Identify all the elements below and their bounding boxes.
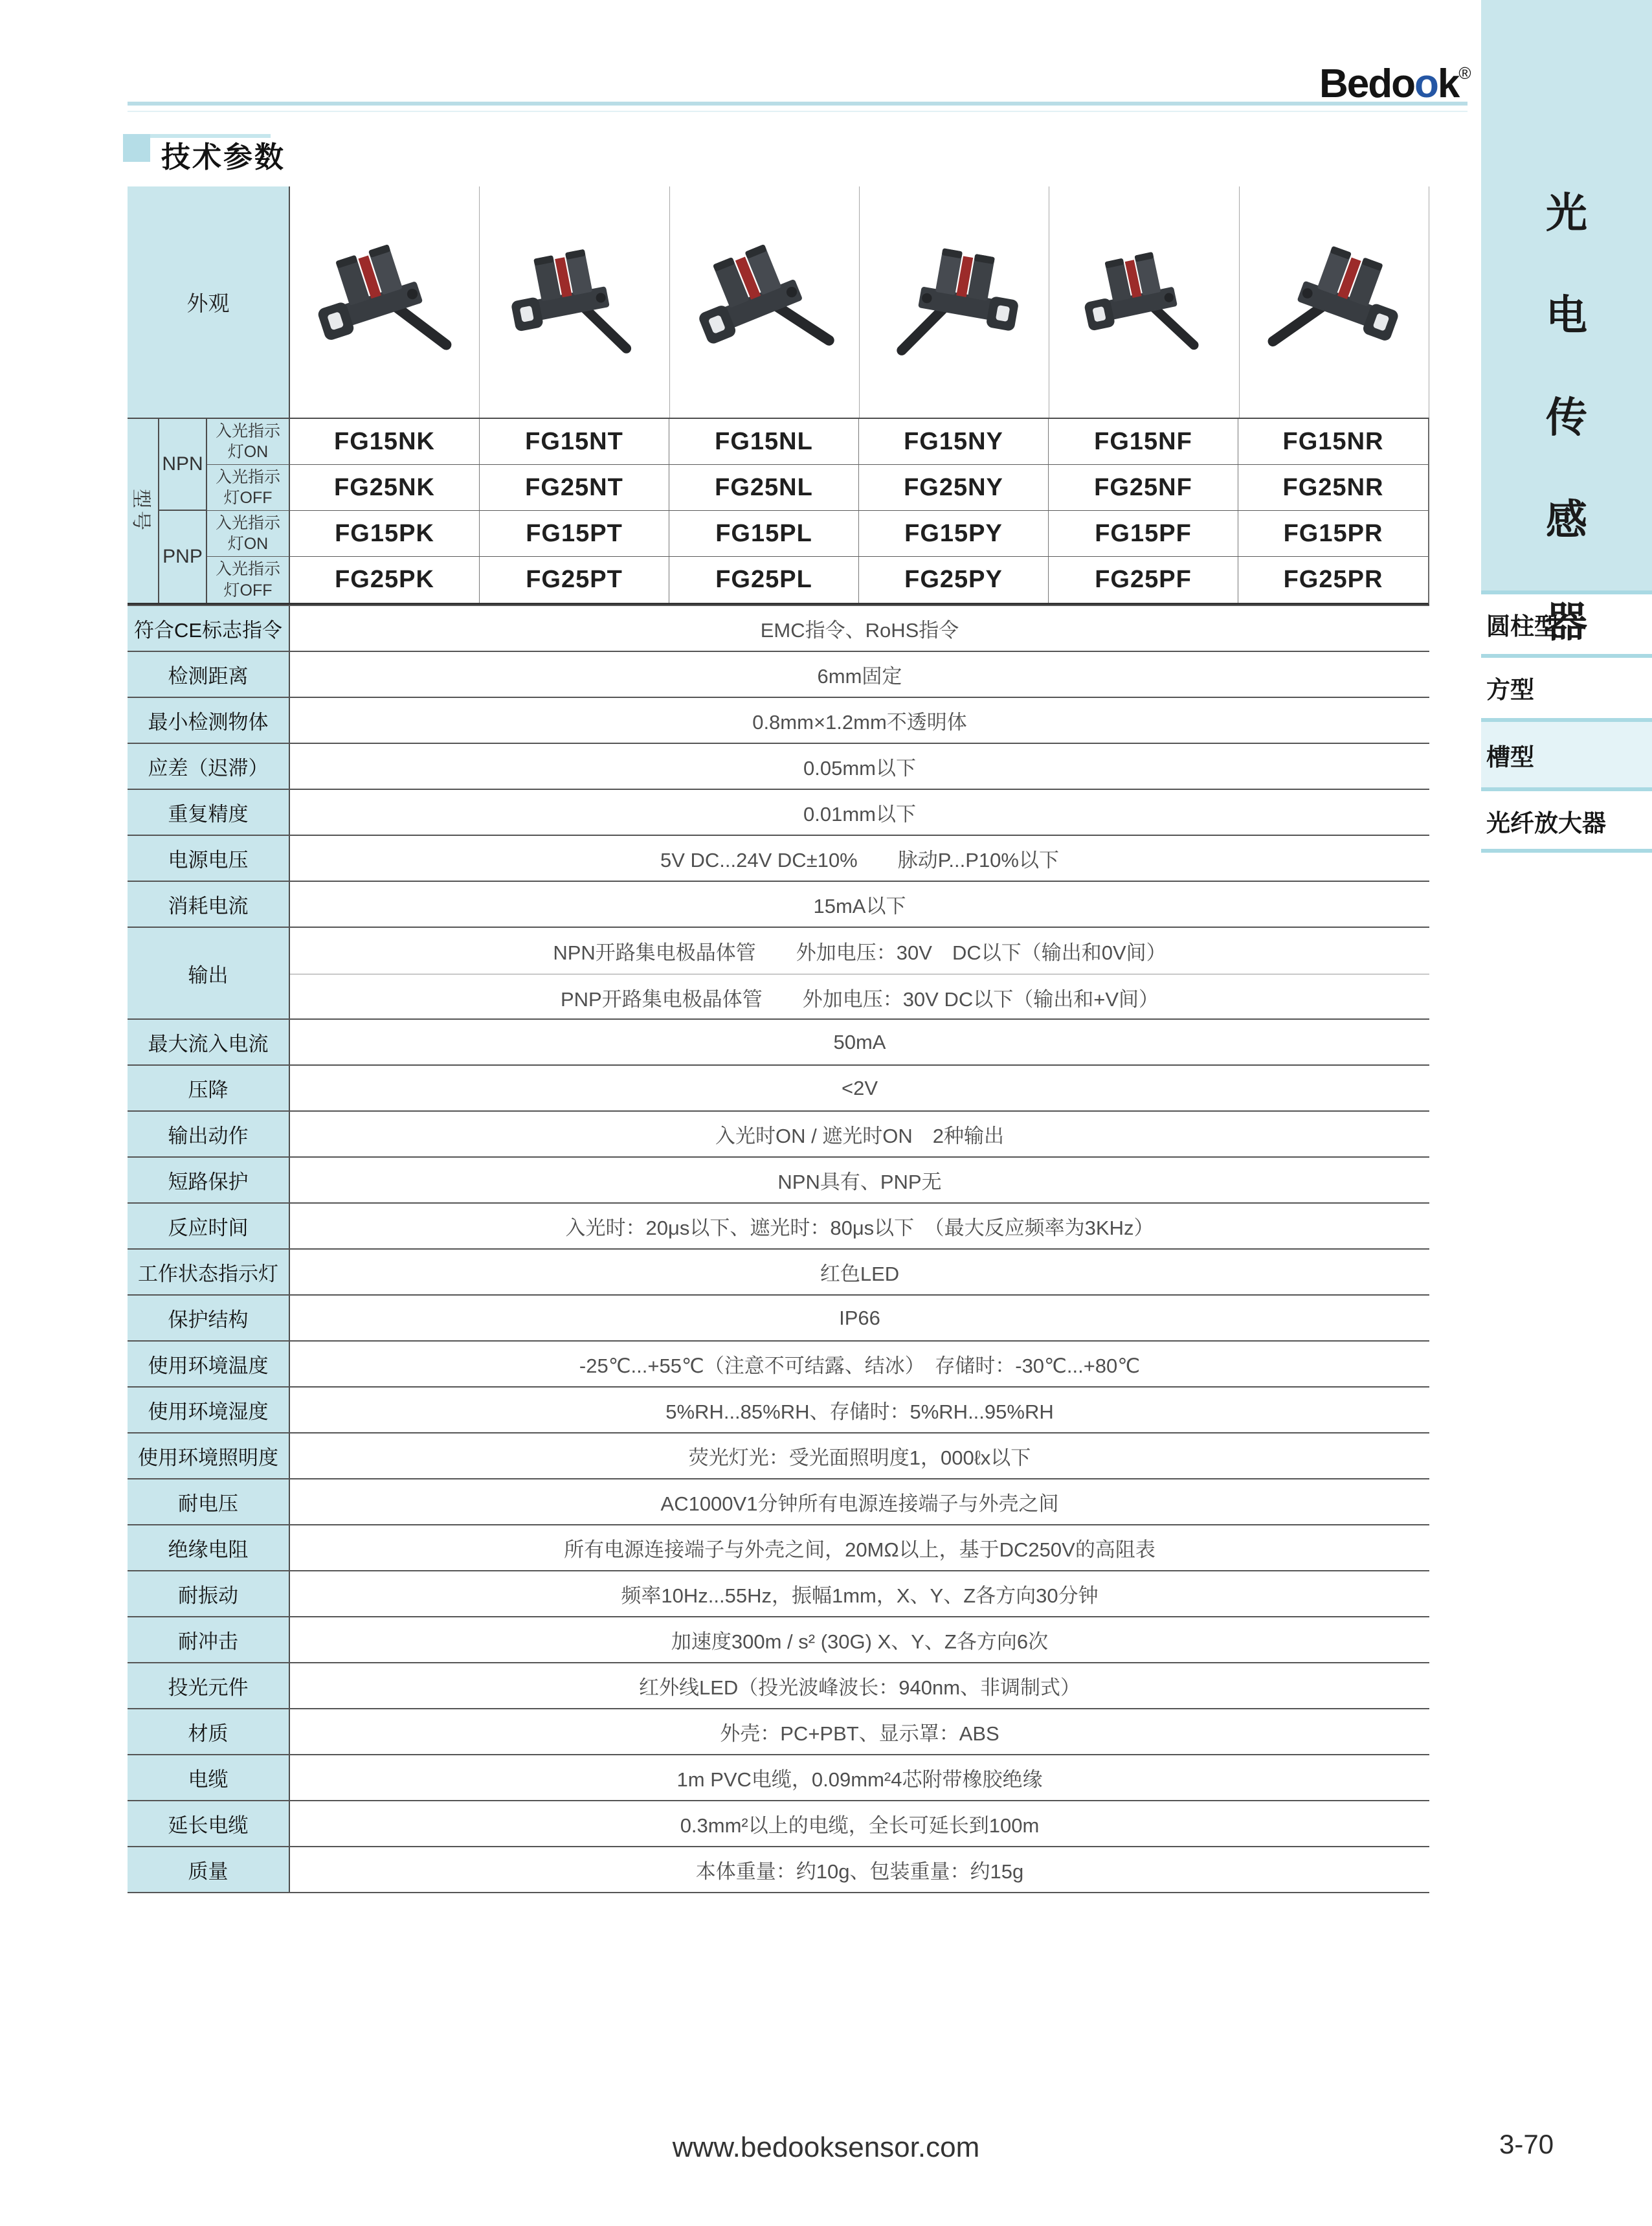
- spec-value: 5V DC...24V DC±10% 脉动P...P10%以下: [660, 849, 1059, 871]
- sidebar-item-fiber-amplifier[interactable]: [1481, 791, 1652, 851]
- spec-row-max-sink-current: [128, 1018, 1429, 1064]
- sensor-photo-fg15nt: [501, 229, 648, 376]
- model-number: FG15PR: [1238, 511, 1428, 557]
- spec-label: 保护结构: [128, 1296, 290, 1340]
- spec-row-short-circuit-protection: [128, 1156, 1429, 1202]
- spec-row-ce: [128, 605, 1429, 651]
- spec-row-status-indicator: [128, 1248, 1429, 1294]
- model-number: FG25PK: [290, 557, 480, 603]
- sensor-photo-fg15nr: [1254, 222, 1414, 382]
- logo-blue-o: o: [1414, 62, 1438, 106]
- logo-text-part2: o: [1391, 62, 1415, 106]
- sensor-photo-fg15nk: [304, 222, 465, 383]
- spec-value: <2V: [841, 1076, 878, 1099]
- spec-value: 频率10Hz...55Hz，振幅1mm，X、Y、Z各方向30分钟: [621, 1584, 1099, 1607]
- model-number: FG15NK: [290, 419, 480, 465]
- spec-value: 本体重量：约10g、包装重量：约15g: [695, 1860, 1024, 1883]
- npn-group-label: NPN: [159, 419, 207, 511]
- indicator-label-line1: 入光指示: [215, 513, 280, 532]
- spec-label: 最大流入电流: [128, 1020, 290, 1064]
- sensor-photo-fg15nf: [1076, 234, 1212, 370]
- spec-value: EMC指令、RoHS指令: [760, 619, 959, 642]
- header-rule-light: [128, 111, 1468, 112]
- spec-value: IP66: [839, 1306, 880, 1329]
- spec-value: 所有电源连接端子与外壳之间，20MΩ以上，基于DC250V的高阻表: [564, 1538, 1155, 1561]
- spec-label: 短路保护: [128, 1158, 290, 1202]
- pnp-group-label: PNP: [159, 511, 207, 603]
- model-number: FG15NR: [1238, 419, 1428, 465]
- sidebar-item-label: 方型: [1486, 677, 1534, 703]
- spec-row-output-action: [128, 1110, 1429, 1156]
- product-photo-cell: [290, 186, 480, 418]
- spec-value: NPN具有、PNP无: [777, 1171, 942, 1193]
- indicator-label-line1: 入光指示: [215, 560, 280, 578]
- header-rule: [128, 102, 1468, 106]
- product-photo-cell: [860, 186, 1049, 418]
- sidebar-title-char: 传: [1546, 394, 1587, 441]
- brand-logo: [1319, 61, 1471, 107]
- indicator-off-label: [207, 557, 290, 603]
- spec-label: 重复精度: [128, 790, 290, 835]
- product-photo-cell: [480, 186, 669, 418]
- sidebar-item-square[interactable]: [1481, 658, 1652, 717]
- model-number: FG15PY: [859, 511, 1049, 557]
- spec-label: 检测距离: [128, 652, 290, 697]
- spec-row-emitter-element: [128, 1662, 1429, 1708]
- registered-mark: ®: [1458, 63, 1471, 83]
- model-number: FG25NF: [1049, 465, 1238, 511]
- spec-label: 电缆: [128, 1755, 290, 1800]
- spec-label: 绝缘电阻: [128, 1525, 290, 1570]
- spec-label: 反应时间: [128, 1204, 290, 1248]
- indicator-on-label: [207, 419, 290, 465]
- spec-label: 使用环境温度: [128, 1342, 290, 1386]
- model-number: FG15NF: [1049, 419, 1238, 465]
- spec-row-ambient-illuminance: [128, 1432, 1429, 1478]
- product-photo-cell: [1049, 186, 1239, 418]
- spec-label: 延长电缆: [128, 1801, 290, 1846]
- logo-text-part4: k: [1437, 62, 1459, 106]
- sidebar-item-slot-active[interactable]: [1481, 722, 1652, 787]
- model-number: FG25PR: [1283, 566, 1383, 593]
- spec-value: 加速度300m / s² (30G) X、Y、Z各方向6次: [671, 1630, 1049, 1653]
- spec-value-pnp-output: PNP开路集电极晶体管 外加电压：30V DC以下（输出和+V间）: [290, 974, 1429, 1020]
- spec-row-material: [128, 1708, 1429, 1754]
- spec-label: 输出动作: [128, 1112, 290, 1156]
- model-number: FG25PL: [669, 557, 859, 603]
- spec-value: 0.01mm以下: [803, 803, 916, 826]
- spec-value: 50mA: [833, 1030, 886, 1053]
- sensor-photo-fg15nl: [680, 217, 849, 387]
- spec-row-shock-resistance: [128, 1616, 1429, 1662]
- sidebar-vertical-title: [1481, 180, 1652, 649]
- spec-value: 红外线LED（投光波峰波长：940nm、非调制式）: [638, 1676, 1081, 1699]
- spec-row-sensing-distance: [128, 651, 1429, 697]
- spec-label: 应差（迟滞）: [128, 744, 290, 789]
- spec-value: 外壳：PC+PBT、显示罩：ABS: [720, 1722, 999, 1745]
- model-number: FG25PF: [1049, 557, 1238, 603]
- product-photo-cell: [1240, 186, 1429, 418]
- model-number: FG15PL: [669, 511, 859, 557]
- spec-row-withstand-voltage: [128, 1478, 1429, 1524]
- model-number: FG25NL: [669, 465, 859, 511]
- footer-website-link[interactable]: www.bedooksensor.com: [672, 2131, 980, 2163]
- model-number: FG25NT: [480, 465, 669, 511]
- spec-label: 工作状态指示灯: [128, 1250, 290, 1294]
- spec-value: 荧光灯光：受光面照明度1，000ℓx以下: [688, 1446, 1031, 1469]
- section-marker-square: [123, 134, 150, 162]
- model-number: FG25PT: [480, 557, 669, 603]
- spec-value: 0.05mm以下: [803, 757, 916, 780]
- spec-label: 使用环境照明度: [128, 1433, 290, 1478]
- sensor-photo-fg15ny: [878, 226, 1031, 378]
- appearance-row-label: 外观: [128, 186, 290, 418]
- indicator-label-line1: 入光指示: [215, 467, 280, 486]
- spec-label: 投光元件: [128, 1663, 290, 1708]
- spec-value: 红色LED: [820, 1263, 900, 1285]
- model-number: FG25PY: [859, 557, 1049, 603]
- logo-text-part1: Bed: [1319, 62, 1392, 106]
- model-row-label-cell: [128, 419, 159, 603]
- model-number-grid: [128, 418, 1429, 605]
- model-row-label: 型号: [129, 489, 151, 533]
- spec-label: 耐电压: [128, 1479, 290, 1524]
- sidebar-item-label: 光纤放大器: [1486, 810, 1606, 837]
- spec-label: 输出: [128, 928, 290, 1018]
- spec-label: 符合CE标志指令: [128, 606, 290, 651]
- spec-label: 耐冲击: [128, 1617, 290, 1662]
- spec-value: 入光时：20μs以下、遮光时：80μs以下 （最大反应频率为3KHz）: [565, 1217, 1154, 1239]
- indicator-on-label: [207, 511, 290, 557]
- spec-label: 质量: [128, 1847, 290, 1892]
- sidebar-title-char: 光: [1546, 190, 1587, 236]
- indicator-label-line2: 灯ON: [227, 535, 269, 553]
- model-number: FG15PT: [480, 511, 669, 557]
- spec-value: 1m PVC电缆，0.09mm²4芯附带橡胶绝缘: [676, 1768, 1043, 1791]
- model-number: FG15NL: [669, 419, 859, 465]
- spec-label: 耐振动: [128, 1571, 290, 1616]
- spec-label: 最小检测物体: [128, 698, 290, 743]
- spec-row-voltage-drop: [128, 1064, 1429, 1110]
- model-number: FG25NK: [290, 465, 480, 511]
- page-title: 技术参数: [161, 141, 286, 174]
- spec-label: 电源电压: [128, 836, 290, 881]
- model-number: FG15PK: [290, 511, 480, 557]
- spec-value: 入光时ON / 遮光时ON 2种输出: [715, 1125, 1005, 1147]
- spec-row-response-time: [128, 1202, 1429, 1248]
- spec-row-supply-voltage: [128, 835, 1429, 881]
- indicator-label-line2: 灯ON: [227, 443, 269, 461]
- spec-value: 0.3mm²以上的电缆，全长可延长到100m: [680, 1814, 1040, 1837]
- spec-row-vibration-resistance: [128, 1570, 1429, 1616]
- product-photo-cell: [670, 186, 860, 418]
- spec-label: 消耗电流: [128, 882, 290, 927]
- spec-row-weight: [128, 1846, 1429, 1892]
- spec-value-npn-output: NPN开路集电极晶体管 外加电压：30V DC以下（输出和0V间）: [553, 941, 1166, 964]
- spec-row-protection-structure: [128, 1294, 1429, 1340]
- model-number: FG15NY: [859, 419, 1049, 465]
- table-bottom-border: [128, 1892, 1429, 1893]
- sidebar-title-char: 电: [1546, 292, 1587, 339]
- output-values: [290, 928, 1429, 1018]
- spec-value: -25℃...+55℃（注意不可结露、结冰） 存储时：-30℃...+80℃: [579, 1355, 1141, 1377]
- indicator-label-line2: 灯OFF: [223, 489, 273, 507]
- sidebar-item-label: 圆柱型: [1486, 613, 1558, 640]
- spec-value: 15mA以下: [813, 895, 906, 917]
- model-number: FG15NT: [480, 419, 669, 465]
- appearance-row: [128, 186, 1429, 418]
- sidebar-title-char: 感: [1546, 497, 1587, 543]
- spec-table: [128, 186, 1429, 1893]
- spec-row-cable: [128, 1754, 1429, 1800]
- spec-row-ambient-humidity: [128, 1386, 1429, 1432]
- spec-value: AC1000V1分钟所有电源连接端子与外壳之间: [660, 1492, 1059, 1515]
- spec-row-extension-cable: [128, 1800, 1429, 1846]
- spec-row-repeatability: [128, 789, 1429, 835]
- model-number: FG25NR: [1238, 465, 1428, 511]
- spec-label: 压降: [128, 1066, 290, 1110]
- sidebar-title-char: 器: [1546, 599, 1587, 646]
- spec-row-ambient-temperature: [128, 1340, 1429, 1386]
- spec-label: 材质: [128, 1709, 290, 1754]
- spec-label: 使用环境湿度: [128, 1388, 290, 1432]
- spec-row-hysteresis: [128, 743, 1429, 789]
- model-number: FG15PF: [1049, 511, 1238, 557]
- spec-value: 5%RH...85%RH、存储时：5%RH...95%RH: [665, 1400, 1054, 1423]
- model-number: FG25NY: [859, 465, 1049, 511]
- spec-row-insulation-resistance: [128, 1524, 1429, 1570]
- spec-row-current-consumption: [128, 881, 1429, 927]
- sidebar-item-cylindrical[interactable]: [1481, 594, 1652, 654]
- spec-value: 6mm固定: [817, 665, 902, 688]
- spec-row-output: [128, 927, 1429, 1018]
- sidebar-item-label: 槽型: [1486, 743, 1534, 770]
- indicator-label-line1: 入光指示: [215, 422, 280, 440]
- indicator-off-label: [207, 465, 290, 511]
- sidebar-divider: [1481, 849, 1652, 853]
- spec-value: 0.8mm×1.2mm不透明体: [752, 711, 967, 734]
- page-number: 3-70: [1499, 2129, 1554, 2159]
- indicator-label-line2: 灯OFF: [223, 581, 273, 600]
- spec-row-min-object: [128, 697, 1429, 743]
